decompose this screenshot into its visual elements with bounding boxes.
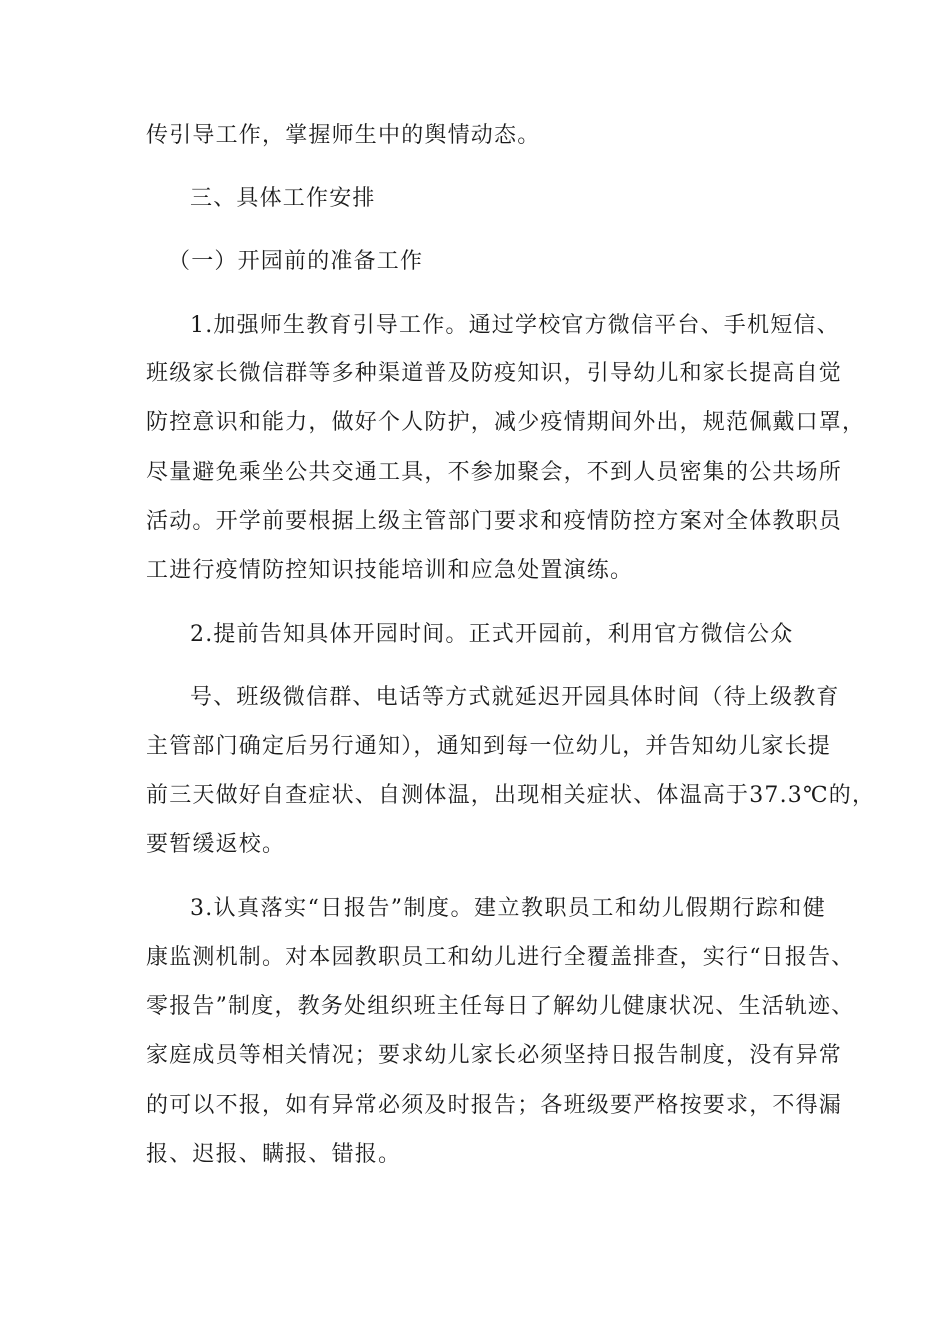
paragraph-line: 活动。开学前要根据上级主管部门要求和疫情防控方案对全体教职员 (146, 509, 843, 534)
paragraph-line: 3.认真落实“日报告”制度。建立教职员工和幼儿假期行踪和健 (190, 896, 826, 921)
paragraph-line: 工进行疫情防控知识技能培训和应急处置演练。 (146, 558, 634, 583)
subsection-heading: （一）开园前的准备工作 (168, 249, 424, 274)
paragraph-line: 班级家长微信群等多种渠道普及防疫知识，引导幼儿和家长提高自觉 (146, 361, 843, 386)
paragraph-line: 前三天做好自查症状、自测体温，出现相关症状、体温高于37.3℃的， (146, 783, 876, 808)
paragraph-line: 零报告”制度，教务处组织班主任每日了解幼儿健康状况、生活轨迹、 (146, 994, 855, 1019)
section-heading: 三、具体工作安排 (190, 186, 376, 211)
paragraph-line: 要暂缓返校。 (146, 832, 286, 857)
paragraph-line: 的可以不报，如有异常必须及时报告；各班级要严格按要求，不得漏 (146, 1093, 843, 1118)
paragraph-line: 康监测机制。对本园教职员工和幼儿进行全覆盖排查，实行“日报告、 (146, 945, 855, 970)
paragraph-line: 防控意识和能力，做好个人防护，减少疫情期间外出，规范佩戴口罩， (146, 410, 866, 435)
paragraph-line: 报、迟报、瞒报、错报。 (146, 1142, 402, 1167)
paragraph-line: 1.加强师生教育引导工作。通过学校官方微信平台、手机短信、 (190, 313, 840, 338)
paragraph-line: 传引导工作，掌握师生中的舆情动态。 (146, 123, 541, 148)
paragraph-line: 号、班级微信群、电话等方式就延迟开园具体时间（待上级教育 (190, 685, 840, 710)
paragraph-line: 家庭成员等相关情况；要求幼儿家长必须坚持日报告制度，没有异常 (146, 1043, 843, 1068)
paragraph-line: 2.提前告知具体开园时间。正式开园前，利用官方微信公众 (190, 622, 794, 647)
paragraph-line: 尽量避免乘坐公共交通工具，不参加聚会，不到人员密集的公共场所 (146, 460, 843, 485)
paragraph-line: 主管部门确定后另行通知），通知到每一位幼儿，并告知幼儿家长提 (146, 734, 832, 759)
